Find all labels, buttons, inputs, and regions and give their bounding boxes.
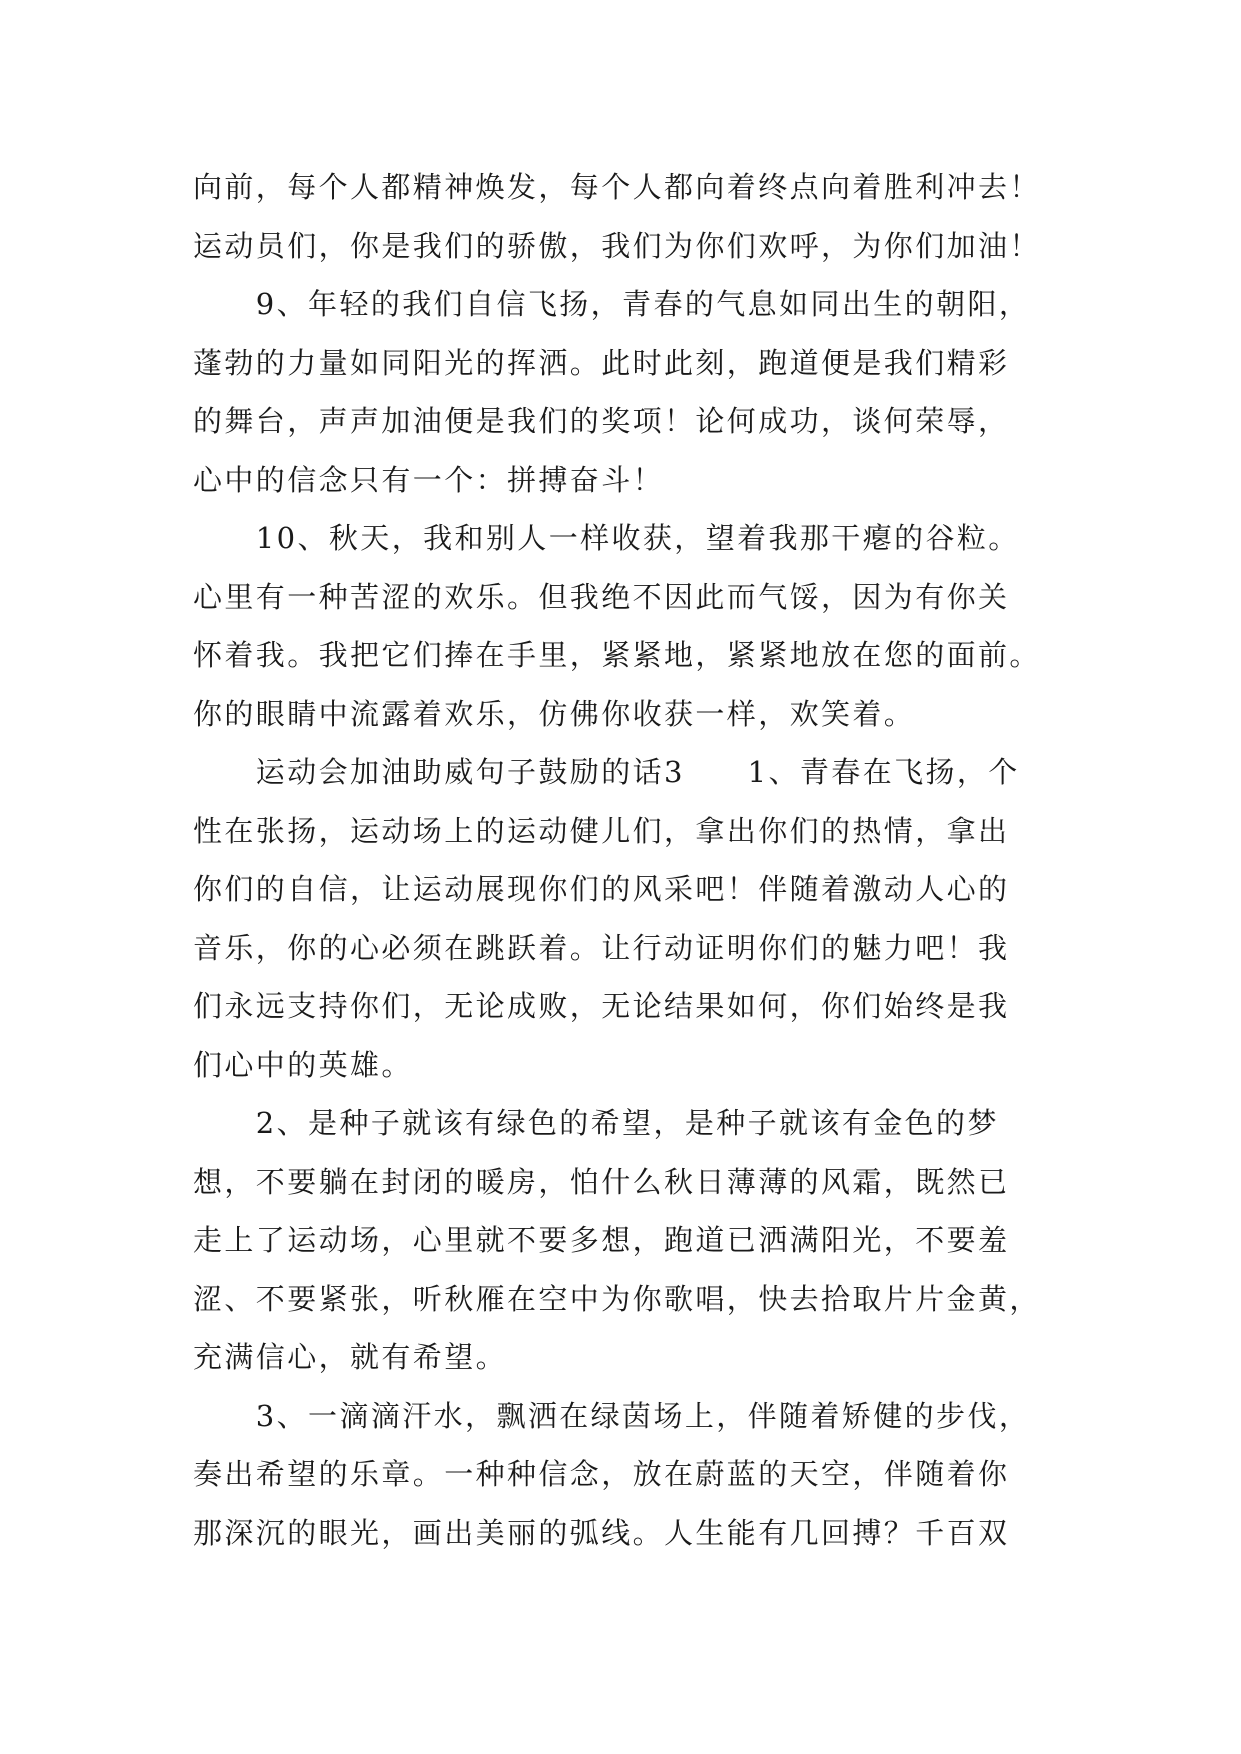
text-line: 想，不要躺在封闭的暖房，怕什么秋日薄薄的风霜，既然已 [193, 1164, 1010, 1199]
text-line: 奏出希望的乐章。一种种信念，放在蔚蓝的天空，伴随着你 [193, 1457, 1010, 1491]
text-line: 的舞台，声声加油便是我们的奖项！论何成功，谈何荣辱， [193, 404, 1010, 438]
text-line: 音乐，你的心必须在跳跃着。让行动证明你们的魅力吧！我 [193, 930, 1010, 965]
text-line: 涩、不要紧张，听秋雁在空中为你歌唱，快去拾取片片金黄， [193, 1281, 1041, 1316]
text-line: 充满信心，就有希望。 [193, 1340, 508, 1374]
text-line: 2、是种子就该有绿色的希望，是种子就该有金色的梦 [193, 1106, 999, 1140]
text-line: 9、年轻的我们自信飞扬，青春的气息如同出生的朝阳， [193, 287, 1031, 321]
text-line: 10、秋天，我和别人一样收获，望着我那干瘪的谷粒。 [193, 521, 1020, 555]
text-line: 走上了运动场，心里就不要多想，跑道已洒满阳光，不要羞 [193, 1223, 1010, 1257]
text-line: 们永远支持你们，无论成败，无论结果如何，你们始终是我 [193, 989, 1010, 1023]
text-line: 怀着我。我把它们捧在手里，紧紧地，紧紧地放在您的面前。 [193, 638, 1041, 672]
text-line: 们心中的英雄。 [193, 1047, 413, 1082]
text-line: 蓬勃的力量如同阳光的挥洒。此时此刻，跑道便是我们精彩 [193, 345, 1010, 380]
text-line: 运动会加油助威句子鼓励的话3 1、青春在飞扬，个 [193, 755, 1020, 789]
text-line: 运动员们，你是我们的骄傲，我们为你们欢呼，为你们加油！ [193, 228, 1041, 263]
text-line: 3、一滴滴汗水，飘洒在绿茵场上，伴随着矫健的步伐， [193, 1398, 1031, 1433]
body-text [193, 158, 1063, 1562]
text-line: 心中的信念只有一个：拼搏奋斗！ [193, 462, 665, 497]
text-line: 那深沉的眼光，画出美丽的弧线。人生能有几回搏？千百双 [193, 1515, 1010, 1550]
text-line: 性在张扬，运动场上的运动健儿们，拿出你们的热情，拿出 [193, 813, 1010, 848]
text-line: 心里有一种苦涩的欢乐。但我绝不因此而气馁，因为有你关 [193, 579, 1010, 614]
text-line: 你的眼睛中流露着欢乐，仿佛你收获一样，欢笑着。 [193, 696, 916, 731]
text-line: 向前，每个人都精神焕发，每个人都向着终点向着胜利冲去！ [193, 170, 1041, 204]
text-line: 你们的自信，让运动展现你们的风采吧！伴随着激动人心的 [193, 872, 1010, 906]
